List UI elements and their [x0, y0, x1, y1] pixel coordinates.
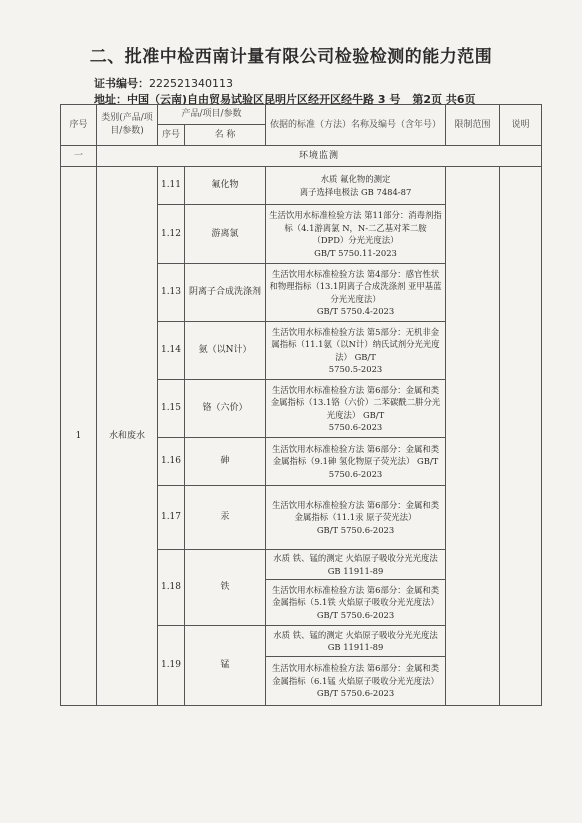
standard-text: 生活饮用水标准检验方法 第6部分：金属和类金属指标（11.1汞 原子荧光法） [271, 499, 440, 523]
cert-label: 证书编号： [94, 77, 149, 90]
standard-cell [266, 438, 446, 486]
group-seq: 1 [61, 167, 97, 706]
cert-value: 222521340113 [149, 77, 233, 90]
standard-code: 离子选择电极法 GB 7484-87 [299, 186, 412, 197]
page-indicator: 第2页 共6页 [412, 93, 476, 106]
standard-code: GB/T 5750.4-2023 [316, 306, 395, 316]
item-name: 氟化物 [185, 167, 266, 205]
col-product-group-header: 产品/项目/参数 [158, 105, 266, 125]
certificate-number [94, 75, 233, 91]
item-name: 游离氯 [185, 205, 266, 264]
standard-text: 生活饮用水标准检验方法 第4部分：感官性状和物理指标（13.1阴离子合成洗涤剂 亚甲基蓝分光光度法） [269, 268, 442, 304]
item-no: 1.16 [158, 438, 185, 486]
section-seq: 一 [61, 146, 97, 167]
standard-cell [266, 626, 446, 657]
col-item-no-header: 序号 [158, 125, 185, 146]
limit-cell [446, 167, 500, 706]
standard-cell [266, 205, 446, 264]
section-row [61, 146, 542, 167]
item-no: 1.18 [158, 550, 185, 626]
standard-text: 水质 铁、锰的测定 火焰原子吸收分光光度法 GB 11911-89 [273, 629, 438, 652]
standard-code: GB/T 5750.11-2023 [314, 247, 397, 258]
standard-cell [266, 264, 446, 322]
item-name: 锰 [185, 626, 266, 706]
item-name: 阴离子合成洗涤剂 [185, 264, 266, 322]
standard-text: 生活饮用水标准检验方法 第6部分：金属和类金属指标（13.1铬（六价）二苯碳酰二肼分光光度法） GB/T [270, 384, 441, 420]
standard-code: 5750.5-2023 [328, 364, 383, 374]
standard-text: 生活饮用水标准检验方法 第6部分：金属和类金属指标（9.1砷 氢化物原子荧光法） GB/T 5750.6-2023 [271, 443, 440, 479]
standard-cell [266, 657, 446, 706]
item-name: 铬（六价） [185, 380, 266, 438]
standard-text: 生活饮用水标准检验方法 第6部分：金属和类金属指标（6.1锰 火焰原子吸收分光光度法）GB/T 5750.6-2023 [271, 663, 440, 699]
standard-text: 水质 氟化物的测定 [320, 174, 391, 184]
item-no: 1.11 [158, 167, 185, 205]
col-item-name-header: 名 称 [185, 125, 266, 146]
col-note-header: 说明 [500, 105, 542, 146]
page-title: 二、批准中检西南计量有限公司检验检测的能力范围 [89, 47, 493, 67]
item-no: 1.17 [158, 486, 185, 550]
standard-text: 生活饮用水标准检验方法 第5部分：无机非金属指标（11.1氨（以N计）纳氏试剂分光光度法） GB/T [271, 326, 440, 362]
col-standard-header: 依据的标准（方法）名称及编号（含年号） [266, 105, 446, 146]
item-name: 汞 [185, 486, 266, 550]
group-category: 水和废水 [97, 167, 158, 706]
item-no: 1.19 [158, 626, 185, 706]
standard-cell [266, 580, 446, 626]
item-no: 1.12 [158, 205, 185, 264]
item-name: 铁 [185, 550, 266, 626]
standard-text: 生活饮用水标准检验方法 第6部分：金属和类金属指标（5.1铁 火焰原子吸收分光光度法）GB/T 5750.6-2023 [271, 584, 440, 620]
col-limit-header: 限制范围 [446, 105, 500, 146]
table-row [61, 167, 542, 205]
standard-cell [266, 380, 446, 438]
capability-table [60, 104, 542, 706]
col-category-header: 类别(产品/项目/参数) [97, 105, 158, 146]
standard-text: 水质 铁、锰的测定 火焰原子吸收分光光度法 GB 11911-89 [273, 553, 438, 576]
standard-cell [266, 486, 446, 550]
item-name: 砷 [185, 438, 266, 486]
standard-text: 生活饮用水标准检验方法 第11部分：消毒剂指标（4.1游离氯 N，N-二乙基对苯二胺（DPD）分光光度法） [269, 210, 442, 245]
item-no: 1.14 [158, 322, 185, 380]
item-no: 1.15 [158, 380, 185, 438]
standard-code: 5750.6-2023 [328, 422, 383, 432]
item-name: 氨（以N计） [185, 322, 266, 380]
item-no: 1.13 [158, 264, 185, 322]
note-cell [500, 167, 542, 706]
standard-cell [266, 167, 446, 205]
standard-cell [266, 550, 446, 580]
section-label: 环境监测 [97, 146, 542, 167]
standard-cell [266, 322, 446, 380]
address: 地址：中国（云南)自由贸易试验区昆明片区经开区经牛路 3 号 [94, 93, 401, 106]
col-seq-header: 序号 [61, 105, 97, 146]
standard-code: GB/T 5750.6-2023 [316, 524, 395, 535]
